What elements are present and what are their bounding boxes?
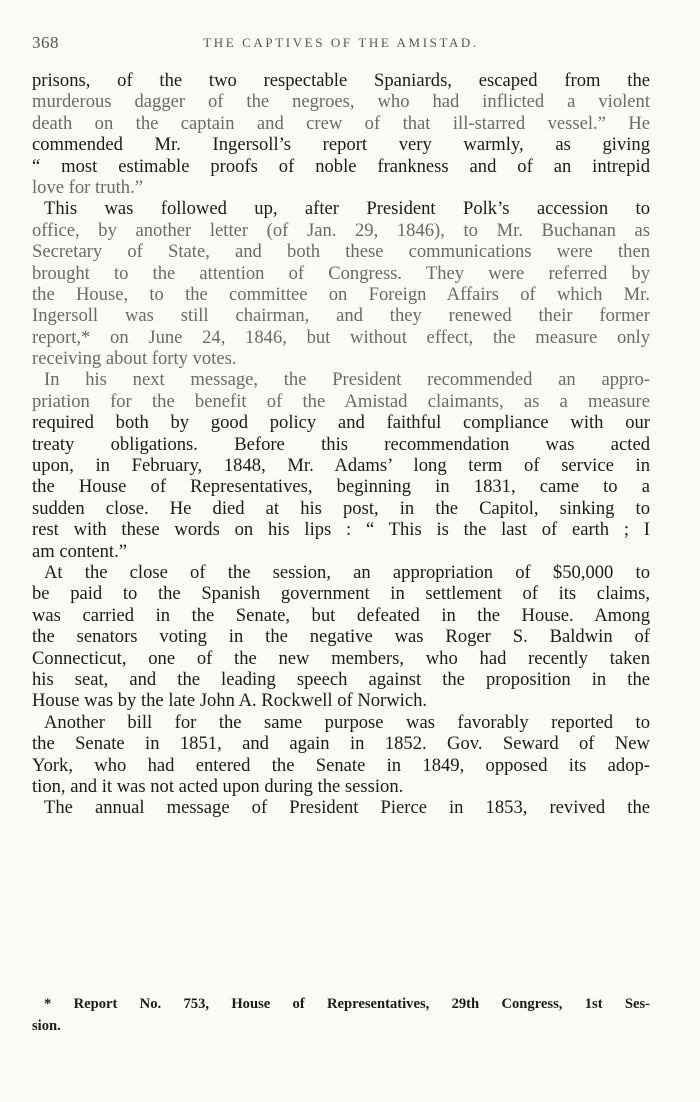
text-line: the House of Representatives, beginning in 1831, came to a [32, 476, 650, 498]
text-line: be paid to the Spanish government in settlement of its claims, [32, 583, 650, 605]
text-line: his seat, and the leading speech against the proposition in the [32, 668, 650, 690]
text-line: rest with these words on his lips : “ This is the last of earth ; I [32, 519, 650, 541]
text-line: House was by the late John A. Rockwell of Norwich. [32, 690, 428, 712]
text-line: death on the captain and crew of that ill-starred vessel.” He [32, 112, 650, 134]
text-line: sudden close. He died at his post, in the Capitol, sinking to [32, 497, 650, 519]
text-line: Another bill for the same purpose was favorably reported to [44, 711, 650, 733]
running-title: THE CAPTIVES OF THE AMISTAD. [203, 35, 479, 50]
text-line: required both by good policy and faithful compliance with our [32, 412, 650, 434]
text-line: Secretary of State, and both these communications were then [32, 241, 650, 263]
page-number: 368 [32, 33, 59, 52]
footnote [32, 993, 650, 1037]
text-line: was carried in the Senate, but defeated in the House. Among [32, 604, 650, 626]
footnote-line: sion. [32, 1018, 61, 1034]
text-line: office, by another letter (of Jan. 29, 1846), to Mr. Buchanan as [32, 219, 650, 241]
text-line: Ingersoll was still chairman, and they renewed their former [32, 305, 650, 327]
page-header [32, 33, 650, 55]
text-line: Connecticut, one of the new members, who had recently taken [32, 647, 650, 669]
text-line: the House, to the committee on Foreign Affairs of which Mr. [32, 283, 650, 305]
text-line: In his next message, the President recommended an appro- [44, 369, 650, 391]
text-line: brought to the attention of Congress. They were referred by [32, 262, 650, 284]
text-line: tion, and it was not acted upon during the session. [32, 775, 404, 797]
text-line: upon, in February, 1848, Mr. Adams’ long term of service in [32, 455, 650, 477]
text-line: the senators voting in the negative was Roger S. Baldwin of [32, 626, 650, 648]
text-line: murderous dagger of the negroes, who had inflicted a violent [32, 91, 650, 113]
text-line: the Senate in 1851, and again in 1852. Gov. Seward of New [32, 733, 650, 755]
text-line: commended Mr. Ingersoll’s report very warmly, as giving [32, 134, 650, 156]
text-line: am content.” [32, 540, 127, 562]
text-line: love for truth.” [32, 176, 144, 198]
text-line: “ most estimable proofs of noble frankness and of an intrepid [32, 155, 650, 177]
text-line: This was followed up, after President Polk’s accession to [44, 198, 650, 220]
text-line: receiving about forty votes. [32, 348, 237, 370]
footnote-line: * Report No. 753, House of Representatives, 29th Congress, 1st Ses- [44, 996, 650, 1012]
body-text [32, 70, 650, 819]
text-line: prisons, of the two respectable Spaniards, escaped from the [32, 70, 650, 91]
text-line: treaty obligations. Before this recommendation was acted [32, 433, 650, 455]
text-line: York, who had entered the Senate in 1849, opposed its adop- [32, 754, 650, 776]
text-line: report,* on June 24, 1846, but without effect, the measure only [32, 326, 650, 348]
text-line: The annual message of President Pierce in 1853, revived the [44, 797, 650, 819]
text-line: priation for the benefit of the Amistad claimants, as a measure [32, 390, 650, 412]
text-line: At the close of the session, an appropriation of $50,000 to [44, 561, 650, 583]
